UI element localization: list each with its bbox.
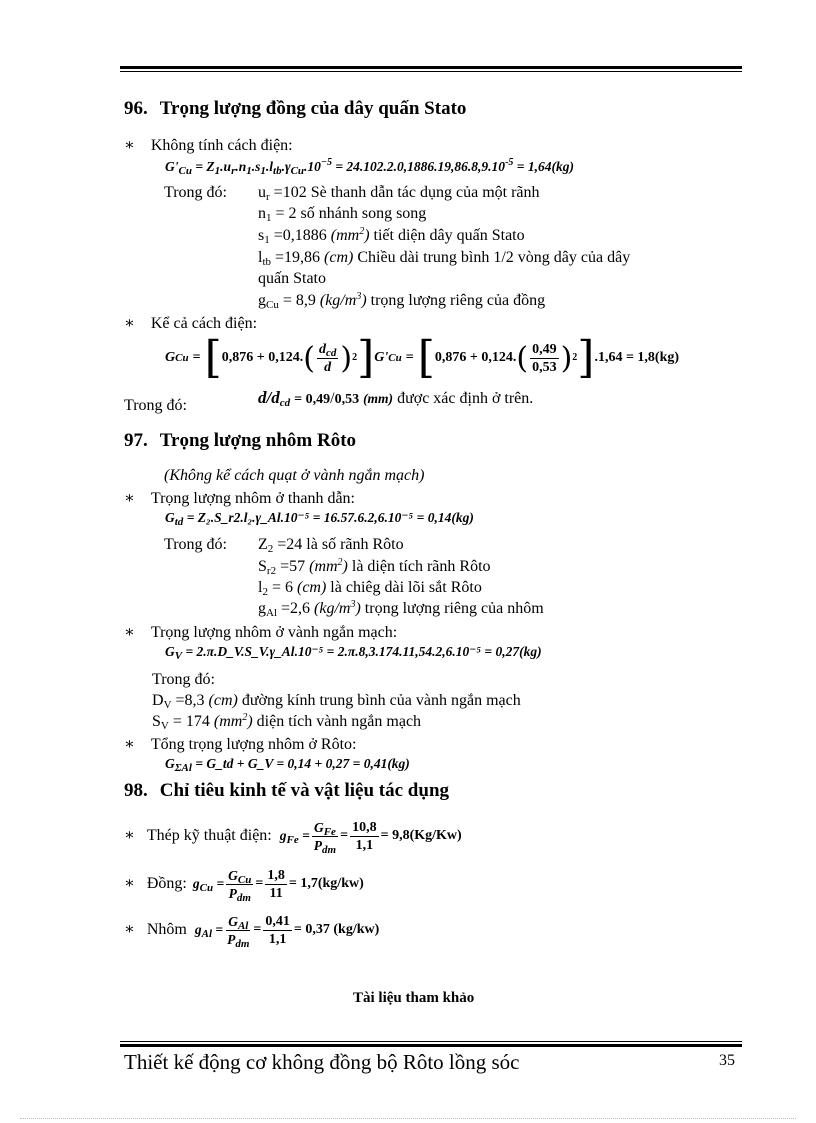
where-label: Trong đó: (164, 184, 227, 201)
page-number: 35 (719, 1052, 735, 1069)
note: (Không kể cách quạt ở vành ngắn mạch) (164, 467, 425, 484)
param-sv: $S_V = 174$ $(mm^2)$ diện tích vành ngắn mạch (152, 712, 422, 732)
indicator-steel: ∗ Thép kỹ thuật điện: $g_{Fe}$ = $\frac{G_{Fe}}{P_{dm}}$ = $\frac{10,8}{1,1}$ = 9,8(Kg/Kw) (124, 819, 462, 856)
section-title: Chỉ tiêu kinh tế và vật liệu tác dụng (159, 780, 450, 801)
equation-bar-aluminum: $G_{td}$ = Z₂.S_r2.l₂.γ_Al.10⁻⁵ = 16.57.6.2,6.10⁻⁵ = 0,14(kg) (165, 510, 474, 528)
param-sr2: $S_{r2} =57$ $(mm^2)$ là diện tích rãnh Rôto (258, 557, 491, 577)
header-rule-thick (120, 66, 742, 69)
param-ur: $u_r =102$ Sè thanh dẫn tác dụng của một rãnh (258, 184, 540, 203)
section-number: 96. (124, 98, 148, 119)
param-ltb-cont: quấn Stato (258, 270, 326, 287)
equation-copper-no-insulation: $G'_{Cu} = Z_1.u_r.n_1.s_1.l_{tb}.\gamma_{Cu}.10^{-5} = 24.102.2.0,1886.19,86.8,9.10^{-5} = 1,64(kg)$ (165, 157, 574, 177)
section-96-heading (124, 98, 466, 120)
footer-title: Thiết kế động cơ không đồng bộ Rôto lồng sóc (124, 1050, 520, 1074)
item-text: Tổng trọng lượng nhôm ở Rôto: (150, 736, 357, 753)
bullet-item (124, 735, 356, 755)
section-number: 97. (124, 430, 148, 451)
equation-ring-aluminum: $G_V$ = 2.π.D_V.S_V.γ_Al.10⁻⁵ = 2.π.8,3.174.11,54.2,6.10⁻⁵ = 0,27(kg) (165, 644, 542, 662)
param-gcu: $g_{Cu} = 8,9$ $(kg/m^3)$ trọng lượng riêng của đồng (258, 291, 546, 311)
indicator-copper: ∗ Đồng: $g_{Cu}$ = $\frac{G_{Cu}}{P_{dm}}$ = $\frac{1,8}{11}$ = 1,7(kg/kw) (124, 867, 364, 904)
where-ratio: $d/d_{cd} = 0,49/0,53$ (mm) được xác định ở trên. (258, 388, 534, 409)
item-text: Kể cả cách điện: (150, 315, 258, 332)
bullet-item (124, 314, 257, 334)
section-title: Trọng lượng nhôm Rôto (159, 430, 357, 451)
param-l2: $l_2 = 6$ (cm) là chiêg dài lõi sắt Rôto (258, 579, 482, 598)
asterisk-icon: ∗ (124, 736, 135, 753)
bullet-item (124, 489, 355, 509)
equation-total-aluminum: $G_{\Sigma Al}$ = G_td + G_V = 0,14 + 0,27 = 0,41(kg) (165, 756, 410, 774)
footer-rule-thin (120, 1041, 742, 1042)
header-rule-thin (120, 71, 742, 72)
equation-copper-with-insulation: G Cu = [ 0,876 + 0,124. ( $\frac{d_{cd}}{d}$ ) 2 ] G' Cu = [ 0,876 + 0,124. ( $\frac{0,49}{0,53}$ ) 2 ] .1,64 = 1,8(kg) (165, 332, 680, 383)
param-gal: $g_{Al} =2,6$ $(kg/m^3)$ trọng lượng riêng của nhôm (258, 599, 544, 619)
asterisk-icon: ∗ (124, 315, 135, 332)
indicator-aluminum: ∗ Nhôm $g_{Al}$ = $\frac{G_{Al}}{P_{dm}}$ = $\frac{0,41}{1,1}$ = 0,37 (kg/kw) (124, 913, 380, 950)
item-text: Trọng lượng nhôm ở vành ngắn mạch: (150, 624, 398, 641)
asterisk-icon: ∗ (124, 624, 135, 641)
section-title: Trọng lượng đồng của dây quấn Stato (159, 98, 467, 119)
references-title: Tài liệu tham khảo (353, 990, 475, 1006)
where-label: Trong đó: (124, 397, 187, 414)
bullet-item (124, 623, 397, 643)
param-ltb: $l_{tb} =19,86$ (cm) Chiều dài trung bình 1/2 vòng dây của dây (258, 249, 631, 268)
param-n1: $n_1 = 2$ số nhánh song song (258, 205, 427, 224)
section-number: 98. (124, 780, 148, 801)
bullet-item (124, 136, 293, 156)
item-text: Trọng lượng nhôm ở thanh dẫn: (150, 490, 355, 507)
asterisk-icon: ∗ (124, 827, 135, 844)
asterisk-icon: ∗ (124, 875, 135, 892)
page-edge-divider (20, 1118, 796, 1119)
asterisk-icon: ∗ (124, 137, 135, 154)
param-dv: $D_V =8,3$ (cm) đường kính trung bình của vành ngắn mạch (152, 692, 521, 711)
section-97-heading (124, 430, 356, 452)
footer-rule-thick (120, 1044, 742, 1047)
section-98-heading (124, 780, 449, 802)
param-z2: $Z_2 =24$ là số rãnh Rôto (258, 536, 404, 555)
asterisk-icon: ∗ (124, 921, 135, 938)
where-label: Trong đó: (152, 671, 215, 688)
asterisk-icon: ∗ (124, 490, 135, 507)
where-label: Trong đó: (164, 536, 227, 553)
item-text: Không tính cách điện: (150, 137, 293, 154)
param-s1: $s_1 =0,1886$ $(mm^2)$ tiết diện dây quấn Stato (258, 226, 525, 246)
